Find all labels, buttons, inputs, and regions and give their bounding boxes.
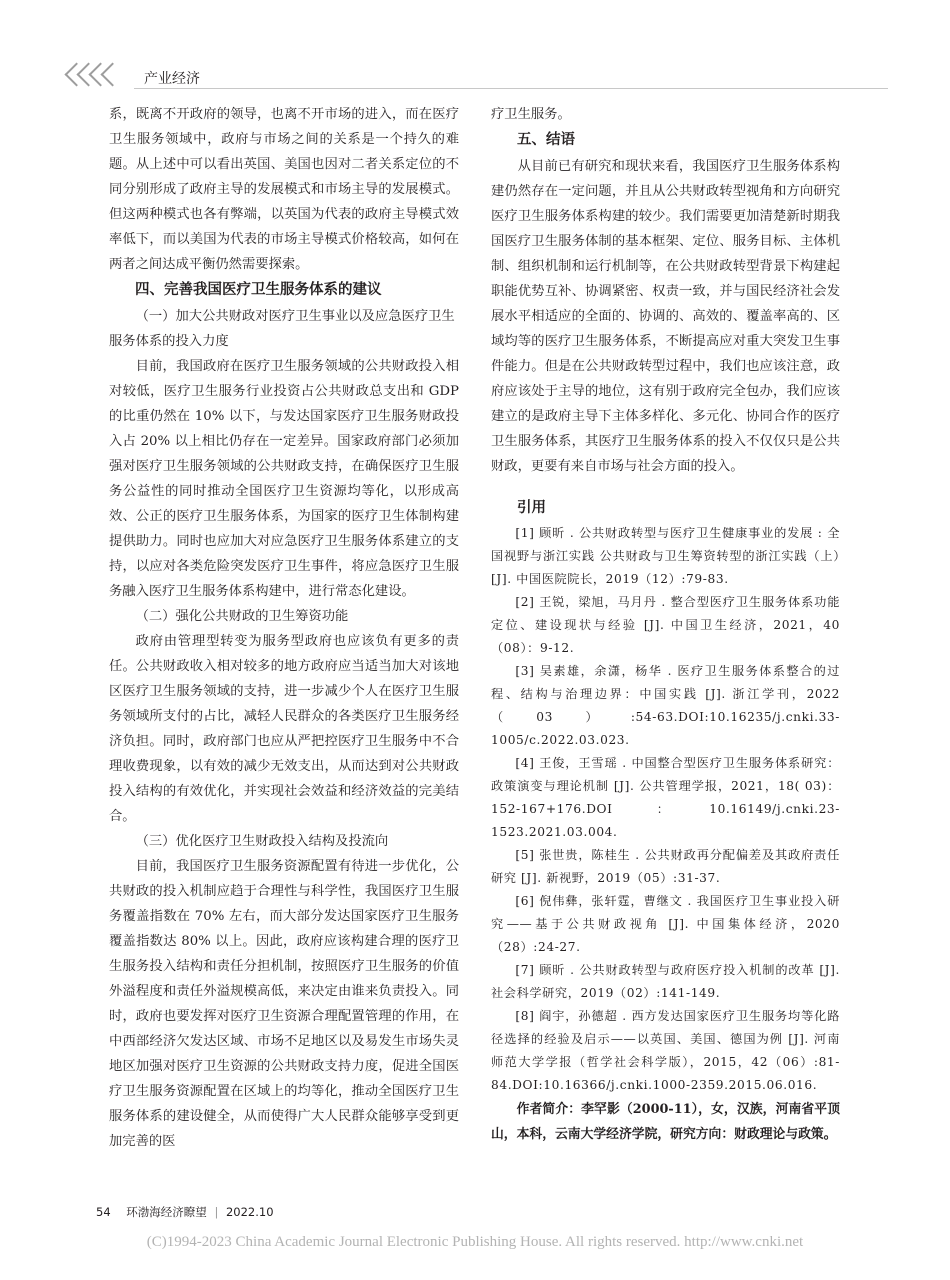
author-bio: 作者简介：李罕影（2000-11），女，汉族，河南省平顶山，本科，云南大学经济学院，研究方向：财政理论与政策。 bbox=[491, 1102, 840, 1142]
right-column bbox=[491, 102, 840, 1147]
page-footer bbox=[96, 1204, 274, 1220]
body-paragraph: 疗卫生服务。 bbox=[491, 107, 571, 122]
page-number: 54 bbox=[96, 1205, 111, 1219]
references-heading: 引用 bbox=[517, 500, 546, 516]
footer-divider: | bbox=[214, 1205, 219, 1219]
copyright-notice: (C)1994-2023 China Academic Journal Electronic Publishing House. All rights reserved. http://www.cnki.net bbox=[146, 1234, 804, 1250]
running-header bbox=[62, 62, 888, 98]
body-paragraph: 目前，我国医疗卫生服务资源配置有待进一步优化，公共财政的投入机制应趋于合理性与科学性，我国医疗卫生服务覆盖指数在 70% 左右，而大部分发达国家医疗卫生服务覆盖指数达 80% 以上。因此，政府应该构建合理的医疗卫生服务投入结构和责任分担机制，按照医疗卫生服务的价值外溢程度和责任外溢规模高低，来决定由谁来负责投入。同时，政府也要发挥对医疗卫生资源合理配置管理的作用，在中西部经济欠发达区域、市场不足地区以及易发生市场失灵地区加强对医疗卫生资源的公共财政支持力度，促进全国医疗卫生服务资源配置在区域上的均等化，推动全国医疗卫生服务体系的建设健全，从而使得广大人民群众能够享受到更加完善的医 bbox=[109, 859, 459, 1149]
subsection-heading: （三）优化医疗卫生财政投入结构及投流向 bbox=[135, 834, 389, 849]
reference-item: [1] 顾昕 . 公共财政转型与医疗卫生健康事业的发展 : 全国视野与浙江实践 公共财政与卫生筹资转型的浙江实践（上）[J]. 中国医院院长，2019（12）:79-83. bbox=[491, 526, 840, 586]
section-heading: 五、结语 bbox=[517, 132, 575, 148]
left-column bbox=[109, 102, 459, 1154]
body-paragraph: 从目前已有研究和现状来看，我国医疗卫生服务体系构建仍然存在一定问题，并且从公共财政转型视角和方向研究医疗卫生服务体系构建的较少。我们需要更加清楚新时期我国医疗卫生服务体制的基本框架、定位、服务目标、主体机制、组织机制和运行机制等，在公共财政转型背景下构建起职能优势互补、协调紧密、权责一致，并与国民经济社会发展水平相适应的全面的、协调的、高效的、覆盖率高的、区域均等的医疗卫生服务体系，不断提高应对重大突发卫生事件能力。但是在公共财政转型过程中，我们也应该注意，政府应该处于主导的地位，这有别于政府完全包办，我们应该建立的是政府主导下主体多样化、多元化、协同合作的医疗卫生服务体系，其医疗卫生服务体系的投入不仅仅只是公共财政，更要有来自市场与社会方面的投入。 bbox=[491, 159, 840, 474]
header-rule bbox=[134, 88, 888, 89]
body-paragraph: 目前，我国政府在医疗卫生服务领域的公共财政投入相对较低，医疗卫生服务行业投资占公共财政总支出和 GDP 的比重仍然在 10% 以下，与发达国家医疗卫生服务财政投入占 20% 以上相比仍存在一定差异。国家政府部门必须加强对医疗卫生服务领域的公共财政支持，在确保医疗卫生服务公益性的同时推动全国医疗卫生资源均等化，以形成高效、公正的医疗卫生服务体系，为国家的医疗卫生体制构建提供助力。同时也应加大对应急医疗卫生服务体系建立的支持，以应对各类危险突发医疗卫生事件，将应急医疗卫生服务融入医疗卫生服务体系构建中，进行常态化建设。 bbox=[109, 359, 459, 599]
body-paragraph: 政府由管理型转变为服务型政府也应该负有更多的责任。公共财政收入相对较多的地方政府应当适当加大对该地区医疗卫生服务领域的支持，进一步减少个人在医疗卫生服务领域所支付的占比，减轻人民群众的各类医疗卫生服务经济负担。同时，政府部门也应从严把控医疗卫生服务中不合理收费现象，以有效的减少无效支出，从而达到对公共财政投入结构的有效优化，并实现社会效益和经济效益的完美结合。 bbox=[109, 634, 459, 824]
section-heading: 四、完善我国医疗卫生服务体系的建议 bbox=[135, 282, 382, 298]
reference-item: [4] 王俊，王雪瑶 . 中国整合型医疗卫生服务体系研究：政策演变与理论机制 [J]. 公共管理学报，2021，18( 03)：152-167+176.DOI ：10.16149/j.cnki.23-1523.2021.03.004. bbox=[491, 756, 840, 839]
subsection-heading: （二）强化公共财政的卫生筹资功能 bbox=[135, 609, 349, 624]
reference-item: [6] 倪伟彝，张轩霆，曹继文 . 我国医疗卫生事业投入研究——基于公共财政视角 [J]. 中国集体经济，2020（28）:24-27. bbox=[491, 894, 840, 954]
reference-item: [5] 张世贵，陈桂生 . 公共财政再分配偏差及其政府责任研究 [J]. 新视野，2019（05）:31-37. bbox=[491, 848, 840, 885]
reference-item: [8] 阎宇，孙德超 . 西方发达国家医疗卫生服务均等化路径选择的经验及启示——以英国、美国、德国为例 [J]. 河南师范大学学报（哲学社会科学版），2015，42（06）:81-84.DOI:10.16366/j.cnki.1000-2359.2015.06.016. bbox=[491, 1009, 840, 1092]
section-title: 产业经济 bbox=[144, 71, 200, 87]
reference-item: [3] 吴素雄，余潇，杨华 . 医疗卫生服务体系整合的过程、结构与治理边界：中国实践 [J]. 浙江学刊，2022（03）:54-63.DOI:10.16235/j.cnki.33-1005/c.2022.03.023. bbox=[491, 664, 840, 747]
subsection-heading: （一）加大公共财政对医疗卫生事业以及应急医疗卫生服务体系的投入力度 bbox=[109, 309, 455, 349]
journal-name: 环渤海经济瞭望 bbox=[126, 1205, 207, 1219]
journal-issue: 2022.10 bbox=[225, 1205, 274, 1219]
reference-item: [7] 顾昕 . 公共财政转型与政府医疗投入机制的改革 [J]. 社会科学研究，2019（02）:141-149. bbox=[491, 963, 840, 1000]
reference-item: [2] 王锐，梁旭，马月丹 . 整合型医疗卫生服务体系功能定位、建设现状与经验 [J]. 中国卫生经济，2021，40（08）：9-12. bbox=[491, 595, 840, 655]
body-paragraph: 系，既离不开政府的领导，也离不开市场的进入，而在医疗卫生服务领域中，政府与市场之间的关系是一个持久的难题。从上述中可以看出英国、美国也因对二者关系定位的不同分别形成了政府主导的发展模式和市场主导的发展模式。但这两种模式也各有弊端，以英国为代表的政府主导模式效率低下，而以美国为代表的市场主导模式价格较高，如何在两者之间达成平衡仍然需要探索。 bbox=[109, 107, 459, 272]
